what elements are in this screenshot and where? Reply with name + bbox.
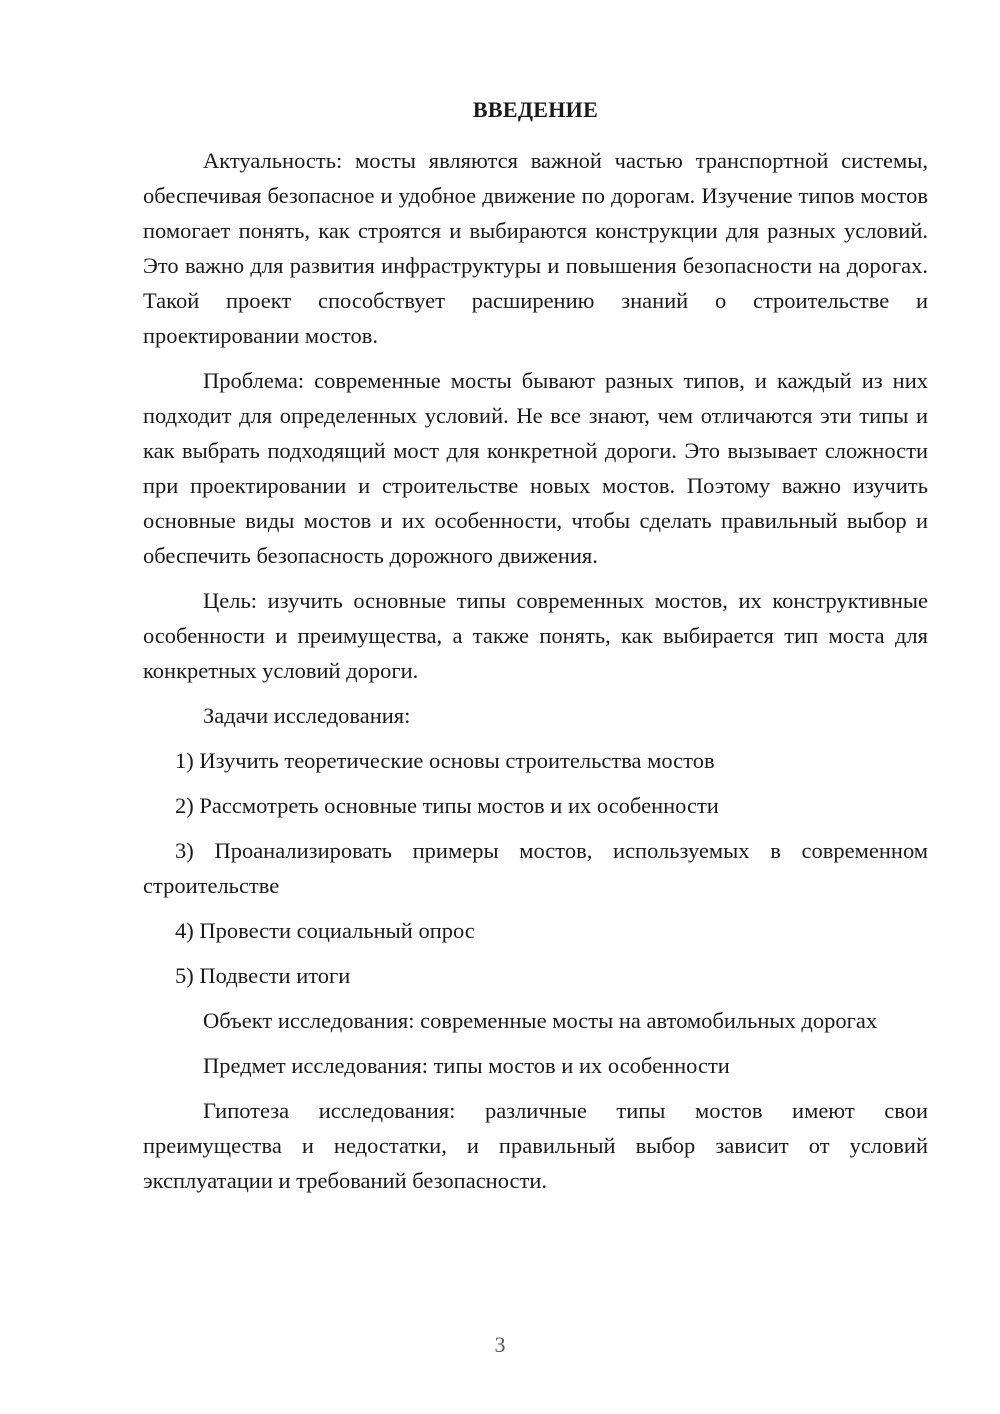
- list-item: 3) Проанализировать примеры мостов, используемых в современном строительстве: [143, 838, 928, 898]
- page-title: ВВЕДЕНИЕ: [472, 97, 599, 122]
- paragraph-object: Объект исследования: современные мосты на автомобильных дорогах: [203, 1008, 878, 1033]
- list-item: 5) Подвести итоги: [175, 963, 351, 988]
- tasks-list: [143, 743, 928, 993]
- page-number: 3: [494, 1332, 506, 1357]
- paragraph-goal: Цель: изучить основные типы современных мостов, их конструктивные особенности и преимущества, а также понять, как выбирается тип моста для конкретных условий дороги.: [143, 588, 928, 683]
- document-page: [143, 92, 928, 1208]
- paragraph-subject: Предмет исследования: типы мостов и их особенности: [203, 1053, 730, 1078]
- paragraph-relevance: Актуальность: мосты являются важной частью транспортной системы, обеспечивая безопасное и удобное движение по дорогам. Изучение типов мостов помогает понять, как строятся и выбираются конструкции для разных условий. Это важно для развития инфраструктуры и повышения безопасности на дорогах. Такой проект способствует расширению знаний о строительстве и проектировании мостов.: [143, 148, 928, 348]
- list-item: 2) Рассмотреть основные типы мостов и их особенности: [175, 793, 719, 818]
- paragraph-problem: Проблема: современные мосты бывают разных типов, и каждый из них подходит для определенных условий. Не все знают, чем отличаются эти типы и как выбрать подходящий мост для конкретной дороги. Это вызывает сложности при проектировании и строительстве новых мостов. Поэтому важно изучить основные виды мостов и их особенности, чтобы сделать правильный выбор и обеспечить безопасность дорожного движения.: [143, 368, 928, 568]
- paragraph-hypothesis: Гипотеза исследования: различные типы мостов имеют свои преимущества и недостатки, и правильный выбор зависит от условий эксплуатации и требований безопасности.: [143, 1098, 928, 1193]
- list-item: 1) Изучить теоретические основы строительства мостов: [175, 748, 715, 773]
- list-item: 4) Провести социальный опрос: [175, 918, 475, 943]
- tasks-heading: Задачи исследования:: [203, 703, 411, 728]
